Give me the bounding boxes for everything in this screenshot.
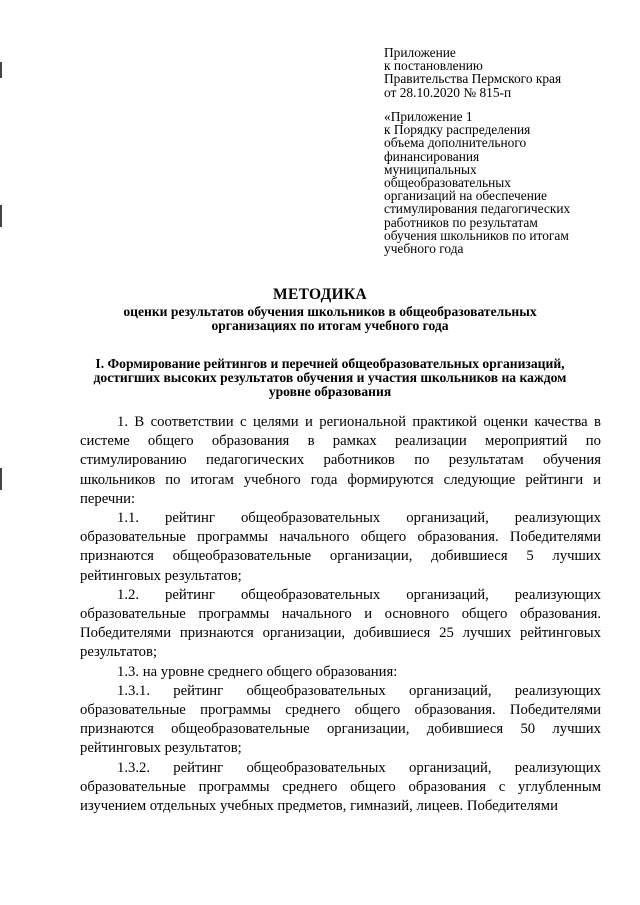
- annex-line: обучения школьников по итогам: [384, 227, 569, 243]
- scan-edge-mark: [0, 62, 2, 78]
- document-title: МЕТОДИКА: [273, 286, 367, 303]
- paragraph: 1. В соответствии с целями и региональной практикой оценки качества в системе общего образования в рамках реализации мероприятий по стимулированию педагогических работников по результатам обучения школьников по итогам учебного года формируются следующие рейтинги и перечни:: [80, 414, 601, 507]
- annex-line: от 28.10.2020 № 815-п: [384, 84, 512, 100]
- annex-line: финансирования: [384, 148, 480, 164]
- paragraph: 1.3.2. рейтинг общеобразовательных организаций, реализующих образовательные программы среднего общего образования с углубленным изучением отдельных учебных предметов, гимназий, лицеев. Победителями: [80, 759, 601, 815]
- annex-line: к постановлению: [384, 58, 483, 74]
- annex-line: объема дополнительного: [384, 135, 527, 151]
- document-subtitle: оценки результатов обучения школьников в общеобразовательных организациях по итогам учебного года: [123, 304, 537, 333]
- paragraph: 1.1. рейтинг общеобразовательных организаций, реализующих образовательные программы начального общего образования. Победителями признаются общеобразовательные организации, добившиеся 5 лучших рейтинговых результатов;: [80, 510, 601, 584]
- paragraph: 1.2. рейтинг общеобразовательных организаций, реализующих образовательные программы начального и основного общего образования. Победителями признаются организации, добившиеся 25 лучших рейтинговых результатов;: [80, 586, 601, 661]
- annex-line: к Порядку распределения: [384, 122, 531, 138]
- annex-line: организаций на обеспечение: [384, 188, 547, 204]
- annex-line: Правительства Пермского края: [384, 71, 562, 87]
- annex-line: общеобразовательных: [384, 175, 512, 191]
- annex-procedure-reference: [384, 110, 614, 255]
- paragraph: 1.3.1. рейтинг общеобразовательных организаций, реализующих образовательные программы среднего общего образования. Победителями признаются общеобразовательные организации, добившиеся 50 лучших рейтинговых результатов;: [80, 682, 601, 757]
- annex-line: стимулирования педагогических: [384, 201, 571, 217]
- paragraph: 1.3. на уровне среднего общего образования:: [117, 663, 398, 680]
- annex-line: муниципальных: [384, 161, 477, 177]
- annex-line: работников по результатам: [384, 214, 538, 230]
- section-heading: I. Формирование рейтингов и перечней общеобразовательных организаций, достигших высоких результатов обучения и участия школьников на каждом уровне образования: [93, 356, 567, 399]
- scan-edge-mark: [0, 468, 2, 490]
- annex-line: Приложение: [384, 45, 456, 60]
- annex-line: «Приложение 1: [384, 109, 473, 124]
- annex-line: учебного года: [384, 241, 464, 257]
- body-text: [80, 413, 601, 816]
- scan-edge-mark: [0, 205, 2, 227]
- annex-decree-reference: [384, 46, 614, 99]
